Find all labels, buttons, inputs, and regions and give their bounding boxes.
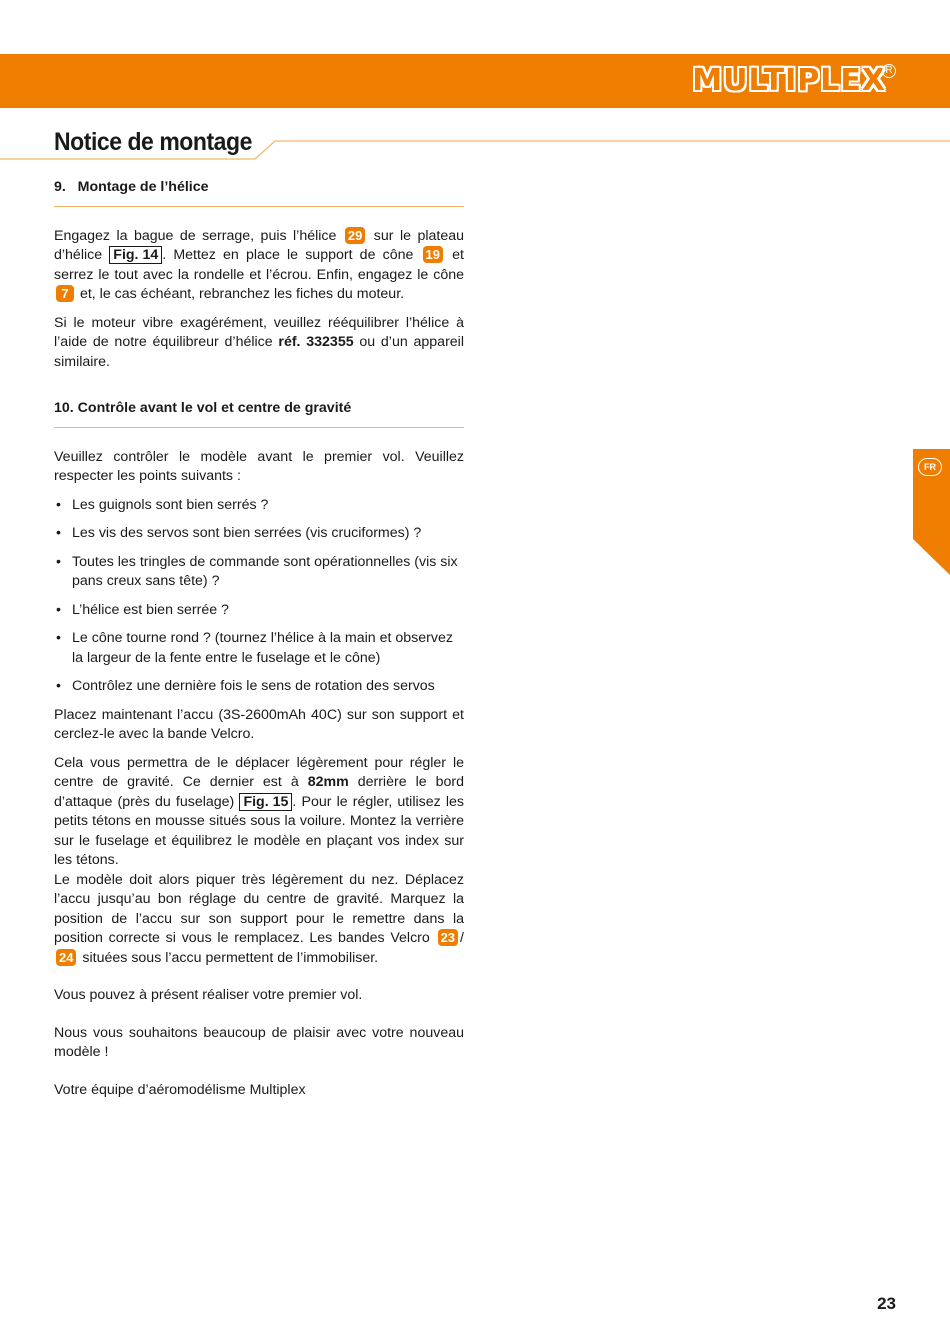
part-badge: 23 xyxy=(438,929,458,946)
paragraph-battery: Placez maintenant l’accu (3S-2600mAh 40C) sur son support et cerclez-le avec la bande Velcro. xyxy=(54,706,464,742)
checklist xyxy=(54,496,464,697)
list-item: • Les vis des servos sont bien serrées (vis cruciformes) ? xyxy=(54,524,464,544)
section-heading-preflight: 10. Contrôle avant le vol et centre de gravité xyxy=(54,399,464,428)
paragraph-signature: Votre équipe d’aéromodélisme Multiplex xyxy=(54,1081,306,1098)
text: situées sous l’accu permettent de l’immobiliser. xyxy=(82,949,379,966)
text: / xyxy=(460,930,464,946)
text: et, le cas échéant, rebranchez les fiches du moteur. xyxy=(79,286,405,302)
paragraph-propeller-balance xyxy=(54,314,464,373)
part-badge: 19 xyxy=(423,246,443,263)
part-badge: 29 xyxy=(345,227,365,244)
paragraph-preflight-intro: Veuillez contrôler le modèle avant le premier vol. Veuillez respecter les points suivants : xyxy=(54,448,464,484)
text: sur le plateau d’hélice xyxy=(54,227,464,263)
paragraph-nose-down xyxy=(54,871,464,969)
language-label: FR xyxy=(918,458,942,476)
page-title: Notice de montage xyxy=(54,128,252,156)
page-number: 23 xyxy=(877,1294,896,1313)
reference-number: réf. 332355 xyxy=(278,334,354,350)
figure-reference: Fig. 15 xyxy=(239,793,292,811)
text: Le modèle doit alors piquer très légèrement du nez. Déplacez l’accu jusqu’au bon réglage du centre de gravité. Marquez la position de l’accu sur son support pour le remettre dans la position correcte si vous le remplacez. Les bandes Velcro xyxy=(54,871,464,946)
paragraph-cg xyxy=(54,754,464,871)
text: Si le moteur vibre exagérément, veuillez rééquilibrer l’hélice à l’aide de notre équilibreur d’hélice xyxy=(54,314,464,350)
paragraph-enjoy: Nous vous souhaitons beaucoup de plaisir avec votre nouveau modèle ! xyxy=(54,1024,464,1060)
list-item: • Contrôlez une dernière fois le sens de rotation des servos xyxy=(54,677,464,697)
paragraph-first-flight: Vous pouvez à présent réaliser votre premier vol. xyxy=(54,987,363,1003)
cg-value: 82mm xyxy=(307,774,349,790)
list-item: • Toutes les tringles de commande sont opérationnelles (vis six pans creux sans tête) ? xyxy=(54,553,464,592)
section-heading-propeller: 9. Montage de l’hélice xyxy=(54,178,464,207)
text: ou d’un appareil similaire. xyxy=(54,334,464,370)
figure-reference: Fig. 14 xyxy=(109,246,162,264)
brand-logo: MULTIPLEX xyxy=(692,63,886,98)
part-badge: 7 xyxy=(56,285,74,302)
text: derrière le bord d’attaque (près du fuselage) xyxy=(54,774,464,810)
list-item: • Le cône tourne rond ? (tournez l’hélice à la main et observez la largeur de la fente entre le fuselage et le cône) xyxy=(54,629,464,668)
text: . Mettez en place le support de cône xyxy=(162,247,414,263)
list-item: • L’hélice est bien serrée ? xyxy=(54,601,464,621)
text: et serrez le tout avec la rondelle et l’écrou. Enfin, engagez le cône xyxy=(54,247,464,283)
main-column xyxy=(54,176,464,1109)
text: Engagez la bague de serrage, puis l’hélice xyxy=(54,227,337,244)
text: Cela vous permettra de le déplacer légèrement pour régler le centre de gravité. Ce dernier est à xyxy=(54,754,464,790)
part-badge: 24 xyxy=(56,949,76,966)
registered-mark: R xyxy=(882,64,896,78)
list-item: • Les guignols sont bien serrés ? xyxy=(54,496,464,516)
paragraph-propeller-mount xyxy=(54,227,464,305)
title-underline xyxy=(0,139,950,161)
text: . Pour le régler, utilisez les petits tétons en mousse situés sous la voilure. Montez la verrière sur le fuselage et équilibrez le modèle en plaçant vos index sur les tétons. xyxy=(54,793,464,868)
